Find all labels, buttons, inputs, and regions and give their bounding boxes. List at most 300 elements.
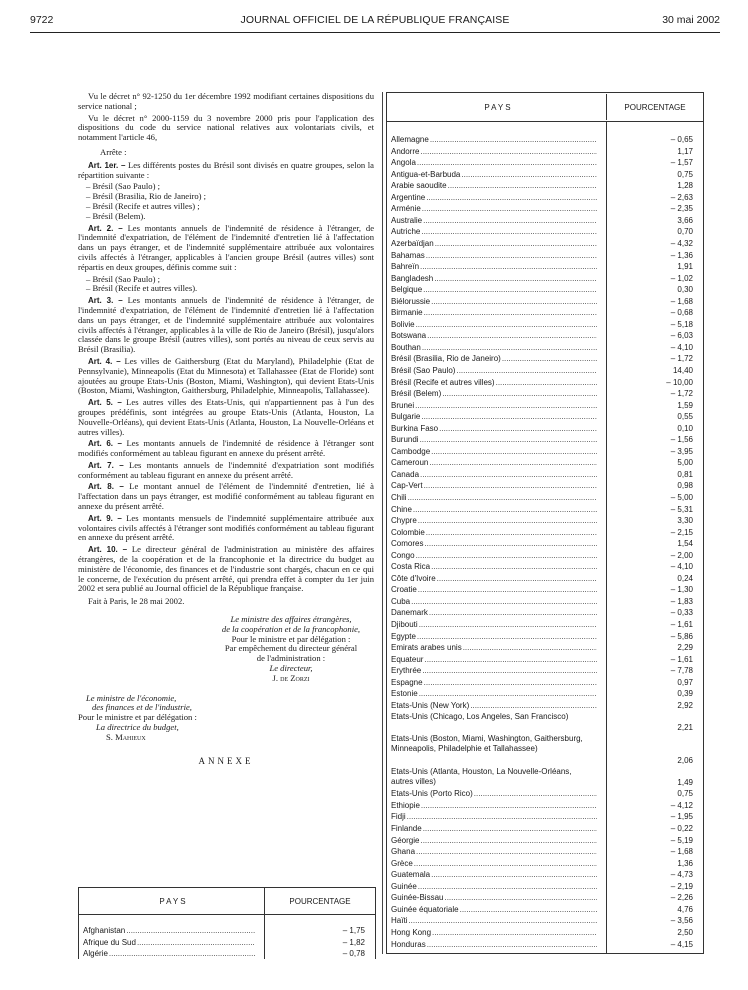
country-name: Brésil (Belem)	[391, 389, 442, 399]
country-name: Etats-Unis (Porto Rico)	[391, 789, 473, 799]
article-2-text: Les montants annuels de l'indemnité de résidence à l'étranger, de l'indemnité d'expatriation, de l'élément de l'indemnité d'entretien lié à l'affectation dans un pays étranger, et de l'indemnité supplémentaire attribuée aux volontaires civils affectés à l'étranger, applicables à l'ancien groupe Brésil (autres villes) sont répartis en deux groupes, définis comme suit :	[78, 222, 375, 272]
signature-line: Le ministre des affaires étrangères,	[230, 614, 352, 625]
vu-paragraph-2: Vu le décret n° 2000-1159 du 3 novembre 2000 pris pour l'application des dispositions du code du service national relatives aux volontariats civils, et notamment l'article 46,	[78, 112, 374, 143]
country-cell	[387, 493, 597, 504]
country-name: Chine	[391, 504, 412, 514]
signature-block-economy	[78, 694, 374, 743]
article-4	[78, 357, 374, 396]
country-cell	[387, 551, 597, 562]
signature-line: des finances et de l'industrie,	[92, 702, 192, 713]
percentage-cell: 0,97	[677, 677, 693, 687]
percentage-cell: – 2,00	[670, 550, 693, 560]
percentage-cell: – 7,78	[670, 666, 693, 676]
signature-line: Pour le ministre et par délégation :	[78, 712, 197, 723]
article-4-label: Art. 4. –	[88, 356, 121, 366]
leader-dots	[426, 251, 597, 262]
country-name: Estonie	[391, 689, 418, 699]
country-name: Biélorussie	[391, 296, 431, 306]
header-pourcentage: POURCENTAGE	[264, 888, 375, 914]
country-cell	[387, 181, 597, 192]
article-8-text: Le montant annuel de l'élément de l'indemnité d'entretien, lié à l'affectation dans un pays étranger, est modifié conformément au tableau figurant en annexe du présent arrêté.	[78, 481, 374, 512]
percentage-cell: 14,40	[672, 365, 693, 375]
issue-date: 30 mai 2002	[662, 14, 720, 26]
country-cell	[387, 711, 597, 733]
article-1-item: – Brésil (Sao Paulo) ;	[86, 181, 160, 192]
article-8-label: Art. 8. –	[88, 482, 124, 492]
country-name: Etats-Unis (Chicago, Los Angeles, San Francisco)	[391, 712, 569, 722]
leader-dots	[463, 643, 597, 654]
leader-dots	[474, 789, 597, 800]
leader-dots	[461, 170, 597, 181]
percentage-cell: 2,50	[677, 927, 693, 937]
country-cell	[387, 505, 597, 516]
percentage-cell: 1,28	[677, 181, 693, 191]
country-name: Cambodge	[391, 446, 431, 456]
page-number: 9722	[30, 14, 54, 26]
article-2-item: – Brésil (Sao Paulo) ;	[86, 273, 160, 284]
country-name: Cameroun	[391, 458, 429, 468]
leader-dots	[137, 938, 255, 949]
country-cell	[387, 331, 597, 342]
annex-table-left	[78, 887, 376, 959]
country-cell	[387, 824, 597, 835]
article-3-text: Les montants annuels de l'indemnité de résidence à l'étranger, de l'indemnité d'expatriation, de l'élément de l'indemnité d'entretien lié à l'affectation dans un pays étranger, et de l'indemnité supplémentaire attribuée aux volontaires civils affectés à l'étranger, applicables à la ville de Rio de Janeiro (Brésil), jusqu'alors classée dans le groupe Brésil (autres villes), sont portés au niveau de ceux servis au Brésil (Brasilia).	[78, 295, 375, 355]
column-divider	[382, 92, 383, 954]
country-cell	[387, 251, 597, 262]
country-cell	[387, 412, 597, 423]
percentage-cell: 1,91	[677, 262, 693, 272]
country-name: Arménie	[391, 204, 421, 214]
percentage-cell: – 1,72	[670, 354, 693, 364]
leader-dots	[417, 632, 597, 643]
signature-line: de l'administration :	[256, 653, 326, 664]
country-cell	[387, 147, 597, 158]
leader-dots	[408, 493, 597, 504]
table-header	[387, 93, 703, 122]
country-name: Bolivie	[391, 319, 415, 329]
signature-block-foreign-affairs	[208, 615, 374, 684]
leader-dots	[427, 331, 597, 342]
country-cell	[387, 801, 597, 812]
percentage-cell: 3,66	[677, 215, 693, 225]
country-cell	[387, 562, 597, 573]
country-name: Burundi	[391, 435, 419, 445]
country-name: Autriche	[391, 227, 421, 237]
article-2	[78, 224, 374, 273]
country-cell	[387, 274, 597, 285]
leader-dots	[420, 470, 597, 481]
percentage-cell: 0,75	[677, 789, 693, 799]
country-cell	[387, 632, 597, 643]
percentage-cell: 0,39	[677, 689, 693, 699]
percentage-cell: – 1,95	[670, 812, 693, 822]
country-name: Brésil (Sao Paulo)	[391, 365, 456, 375]
leader-dots	[422, 204, 597, 215]
country-name: Bahreïn	[391, 262, 420, 272]
leader-dots	[426, 193, 597, 204]
country-name: Cuba	[391, 596, 411, 606]
leader-dots	[418, 516, 597, 527]
country-cell	[387, 905, 597, 916]
signatory-name: S. Mahieux	[106, 731, 146, 742]
article-3	[78, 296, 374, 355]
country-cell	[387, 297, 597, 308]
article-7-label: Art. 7. –	[88, 460, 124, 470]
percentage-cell: – 1,02	[670, 273, 693, 283]
country-cell	[387, 882, 597, 893]
country-cell	[387, 401, 597, 412]
leader-dots	[439, 424, 597, 435]
country-name: Antigua-et-Barbuda	[391, 169, 461, 179]
country-name: Chili	[391, 493, 407, 502]
journal-title: JOURNAL OFFICIEL DE LA RÉPUBLIQUE FRANÇAISE	[240, 14, 510, 26]
country-cell	[387, 620, 597, 631]
header-pays: PAYS	[484, 102, 513, 112]
header-pourcentage: POURCENTAGE	[606, 94, 703, 120]
percentage-cell: – 0,78	[342, 949, 365, 958]
percentage-cell: – 0,22	[670, 824, 693, 834]
article-2-label: Art. 2. –	[88, 223, 123, 233]
country-name: Canada	[391, 469, 420, 479]
country-name: Comores	[391, 539, 424, 549]
leader-dots	[429, 608, 597, 619]
percentage-cell: – 2,26	[670, 893, 693, 903]
country-name: Honduras	[391, 939, 426, 949]
percentage-cell: 0,98	[677, 481, 693, 491]
country-cell	[387, 678, 597, 689]
leader-dots	[417, 158, 597, 169]
percentage-cell: – 4,12	[670, 800, 693, 810]
signature-line: Le directeur,	[269, 663, 313, 674]
country-cell	[387, 701, 597, 712]
country-name: Finlande	[391, 824, 422, 834]
leader-dots	[424, 481, 597, 492]
country-cell	[387, 585, 597, 596]
country-name: Brésil (Brasilia, Rio de Janeiro)	[391, 354, 501, 364]
percentage-cell: 2,06	[677, 755, 693, 765]
article-1-label: Art. 1er. –	[88, 160, 126, 170]
percentage-cell: 2,21	[677, 722, 693, 732]
country-cell	[387, 343, 597, 354]
country-cell	[387, 940, 597, 951]
article-10	[78, 545, 374, 594]
country-name: Congo	[391, 550, 415, 560]
country-cell	[387, 597, 597, 608]
country-name: Erythrée	[391, 666, 422, 676]
article-3-label: Art. 3. –	[88, 296, 123, 306]
leader-dots	[418, 585, 597, 596]
signing-place-date: Fait à Paris, le 28 mai 2002.	[88, 596, 185, 607]
country-cell	[387, 870, 597, 881]
country-name: Fidji	[391, 812, 406, 822]
percentage-cell: 2,92	[677, 700, 693, 710]
percentage-cell: – 5,19	[670, 835, 693, 845]
percentage-cell: – 1,68	[670, 296, 693, 306]
country-cell	[387, 574, 597, 585]
country-cell	[79, 949, 255, 960]
annexe-title: ANNEXE	[198, 755, 254, 766]
article-5-text: Les autres villes des Etats-Unis, qui n'appartiennent pas à l'un des groupes prédéfinis, sont intégrées au groupe Etats-Unis (Atlanta, Houston, La Nouvelle-Orléans), qui devient Etats-Unis (Atlanta, Houston, La Nouvelle-Orléans et autres villes).	[78, 397, 374, 437]
percentage-cell: – 1,30	[670, 585, 693, 595]
country-name: Birmanie	[391, 308, 423, 318]
country-name: Danemark	[391, 608, 428, 618]
leader-dots	[418, 882, 597, 893]
leader-dots	[408, 916, 597, 927]
country-name: Etats-Unis (Atlanta, Houston, La Nouvelle-Orléans, autres villes)	[391, 767, 572, 787]
article-9-label: Art. 9. –	[88, 513, 122, 523]
country-cell	[387, 320, 597, 331]
percentage-cell: 0,75	[677, 169, 693, 179]
country-cell	[387, 435, 597, 446]
country-cell	[387, 481, 597, 492]
leader-dots	[470, 701, 597, 712]
article-1-item: – Brésil (Brasilia, Rio de Janeiro) ;	[86, 191, 207, 202]
country-name: Arabie saoudite	[391, 181, 447, 191]
article-10-text: Le directeur général de l'administration au ministère des affaires étrangères, de la coopération et de la francophonie et la directrice du budget au ministère de l'économie, des finances et de l'industrie sont chargés, chacun en ce qui le concerne, de l'exécution du présent arrêté, qui prendra effet à compter du 1er juin 2002 et sera publié au Journal officiel de la République française.	[78, 544, 374, 594]
country-cell	[387, 285, 597, 296]
percentage-cell: 1,54	[677, 539, 693, 549]
percentage-cell: – 5,18	[670, 319, 693, 329]
header-rule	[30, 32, 720, 33]
country-cell	[387, 262, 597, 273]
leader-dots	[424, 655, 597, 666]
country-cell	[387, 528, 597, 539]
leader-dots	[424, 539, 597, 550]
percentage-cell: – 1,72	[670, 389, 693, 399]
leader-dots	[420, 836, 597, 847]
country-cell	[387, 458, 597, 469]
percentage-cell: – 3,95	[670, 446, 693, 456]
annex-table-right	[386, 92, 704, 954]
country-name: Hong Kong	[391, 927, 432, 937]
article-7-text: Les montants annuels de l'indemnité d'expatriation sont modifiés conformément au tableau figurant en annexe du présent arrêté.	[78, 459, 374, 480]
country-name: Bouthan	[391, 342, 421, 352]
percentage-cell: – 1,83	[670, 596, 693, 606]
percentage-cell: 0,24	[677, 573, 693, 583]
leader-dots	[444, 893, 597, 904]
percentage-cell: – 4,10	[670, 562, 693, 572]
signature-line: Par empêchement du directeur général	[224, 643, 358, 654]
percentage-cell: – 1,61	[670, 654, 693, 664]
percentage-cell: – 5,00	[670, 493, 693, 502]
country-name: Costa Rica	[391, 562, 431, 572]
leader-dots	[435, 239, 597, 250]
decree-text-column	[78, 92, 374, 766]
article-1-text: Les différents postes du Brésil sont divisés en quatre groupes, selon la répartition suivante :	[78, 159, 374, 180]
country-cell	[387, 216, 597, 227]
leader-dots	[416, 551, 597, 562]
country-name: Andorre	[391, 146, 420, 156]
percentage-cell: – 3,56	[670, 916, 693, 926]
country-name: Chypre	[391, 516, 417, 526]
leader-dots	[502, 354, 597, 365]
country-cell	[387, 378, 597, 389]
leader-dots	[429, 458, 597, 469]
country-cell	[387, 859, 597, 870]
country-name: Brunei	[391, 400, 415, 410]
leader-dots	[413, 505, 597, 516]
country-name: Azerbaïdjan	[391, 238, 434, 248]
percentage-cell: – 2,63	[670, 192, 693, 202]
leader-dots	[423, 824, 597, 835]
country-name: Burkina Faso	[391, 423, 439, 433]
leader-dots	[421, 227, 597, 238]
country-name: Ethiopie	[391, 800, 420, 810]
country-cell	[387, 204, 597, 215]
country-name: Angola	[391, 158, 416, 168]
leader-dots	[416, 320, 597, 331]
country-cell	[387, 812, 597, 823]
percentage-cell: – 2,35	[670, 204, 693, 214]
percentage-cell: – 1,36	[670, 250, 693, 260]
country-name: Etats-Unis (Boston, Miami, Washington, Gaithersburg, Minneapolis, Philadelphie et Tallahassee)	[391, 734, 583, 754]
country-name: Allemagne	[391, 135, 429, 145]
country-cell	[387, 733, 597, 766]
country-cell	[387, 366, 597, 377]
percentage-cell: – 4,73	[670, 870, 693, 880]
country-name: Espagne	[391, 677, 423, 687]
leader-dots	[496, 378, 597, 389]
leader-dots	[411, 597, 597, 608]
country-name: Algérie	[83, 949, 108, 958]
country-name: Géorgie	[391, 835, 420, 845]
country-name: Afghanistan	[83, 926, 126, 935]
percentage-cell: – 2,19	[670, 881, 693, 891]
percentage-cell: 1,59	[677, 400, 693, 410]
leader-dots	[415, 401, 597, 412]
article-5-label: Art. 5. –	[88, 398, 122, 408]
signature-line: La directrice du budget,	[96, 722, 179, 733]
country-cell	[387, 643, 597, 654]
country-name: Etats-Unis (New York)	[391, 700, 470, 710]
leader-dots	[420, 262, 597, 273]
leader-dots	[431, 447, 597, 458]
percentage-cell: – 1,56	[670, 435, 693, 445]
percentage-cell: – 0,33	[670, 608, 693, 618]
leader-dots	[448, 181, 597, 192]
country-name: Argentine	[391, 192, 426, 202]
leader-dots	[419, 620, 597, 631]
header-pays: PAYS	[159, 896, 188, 906]
percentage-cell: 1,49	[677, 777, 693, 787]
leader-dots	[416, 847, 597, 858]
percentage-cell: 1,17	[677, 146, 693, 156]
arrete-heading: Arrête :	[100, 146, 127, 157]
table-header	[79, 888, 375, 915]
percentage-cell: 3,30	[677, 516, 693, 526]
leader-dots	[424, 308, 597, 319]
article-7	[78, 461, 374, 481]
country-name: Australie	[391, 215, 423, 225]
article-2-item: – Brésil (Recife et autres villes).	[86, 283, 198, 294]
leader-dots	[109, 949, 255, 960]
country-name: Guatemala	[391, 870, 431, 880]
column-rule	[264, 914, 375, 959]
article-10-label: Art. 10. –	[88, 545, 128, 555]
country-cell	[387, 893, 597, 904]
leader-dots	[421, 412, 597, 423]
article-1-item: – Brésil (Recife et autres villes) ;	[86, 200, 200, 211]
country-cell	[387, 447, 597, 458]
country-cell	[387, 608, 597, 619]
percentage-cell: – 4,10	[670, 342, 693, 352]
percentage-cell: – 1,57	[670, 158, 693, 168]
country-name: Haïti	[391, 916, 408, 926]
country-name: Grèce	[391, 858, 413, 868]
leader-dots	[126, 926, 255, 937]
leader-dots	[423, 285, 597, 296]
leader-dots	[421, 801, 597, 812]
country-name: Brésil (Recife et autres villes)	[391, 377, 495, 387]
signature-line: Le ministre de l'économie,	[86, 692, 177, 703]
country-cell	[387, 227, 597, 238]
country-cell	[387, 666, 597, 677]
country-name: Botswana	[391, 331, 427, 341]
country-cell	[387, 916, 597, 927]
article-6-text: Les montants annuels de l'indemnité de résidence à l'étranger sont modifiés conformément au tableau figurant en annexe du présent arrêté.	[78, 438, 374, 459]
percentage-cell: 0,55	[677, 412, 693, 422]
percentage-cell: – 4,32	[670, 238, 693, 248]
article-1	[78, 161, 374, 181]
percentage-cell: – 1,82	[342, 937, 365, 947]
article-4-text: Les villes de Gaithersburg (Etat du Maryland), Philadelphie (Etat de Pennsylvanie), Minneapolis (Etat du Minnesota) et Tallahassee (Etat de Floride) sont ajoutées au groupe Etats-Unis (Boston, Miami, Washington), qui devient Etats-Unis (Boston, Miami, Washington, Gaithersburg, Philadelphie, Minneapolis, Tallahassee).	[78, 355, 375, 396]
percentage-cell: – 10,00	[666, 377, 693, 387]
vu-paragraph-1: Vu le décret n° 92-1250 du 1er décembre 1992 modifiant certaines dispositions du service national ;	[78, 91, 374, 111]
leader-dots	[432, 928, 597, 939]
country-cell	[387, 135, 597, 146]
leader-dots	[431, 562, 597, 573]
percentage-cell: 5,00	[677, 458, 693, 468]
country-cell	[387, 354, 597, 365]
leader-dots	[431, 870, 597, 881]
article-9	[78, 514, 374, 543]
percentage-cell: 2,29	[677, 643, 693, 653]
leader-dots	[460, 905, 597, 916]
article-9-text: Les montants mensuels de l'indemnité supplémentaire attribuée aux volontaires civils affectés à l'étranger sont modifiés conformément au tableau figurant en annexe du présent arrêté.	[78, 512, 374, 543]
country-cell	[387, 847, 597, 858]
country-name: Colombie	[391, 527, 425, 537]
country-cell	[387, 689, 597, 700]
percentage-cell: – 1,68	[670, 847, 693, 857]
leader-dots	[427, 940, 597, 951]
percentage-cell: 1,36	[677, 858, 693, 868]
leader-dots	[407, 812, 597, 823]
page-header	[30, 14, 720, 32]
percentage-cell: – 4,15	[670, 939, 693, 949]
country-name: Emirats arabes unis	[391, 643, 462, 653]
country-cell	[387, 424, 597, 435]
country-name: Guinée	[391, 881, 417, 891]
article-8	[78, 482, 374, 511]
leader-dots	[442, 389, 597, 400]
country-cell	[387, 389, 597, 400]
country-cell	[387, 836, 597, 847]
leader-dots	[426, 528, 597, 539]
percentage-cell: 0,70	[677, 227, 693, 237]
country-cell	[387, 158, 597, 169]
signature-line: de la coopération et de la francophonie,	[221, 623, 361, 634]
country-cell	[387, 928, 597, 939]
country-name: Djibouti	[391, 620, 418, 630]
country-name: Guinée-Bissau	[391, 893, 444, 903]
leader-dots	[430, 135, 597, 146]
country-cell	[387, 170, 597, 181]
country-name: Afrique du Sud	[83, 937, 136, 947]
country-name: Côte d'Ivoire	[391, 573, 436, 583]
country-name: Guinée équatoriale	[391, 904, 459, 914]
country-name: Croatie	[391, 585, 417, 595]
country-cell	[387, 308, 597, 319]
